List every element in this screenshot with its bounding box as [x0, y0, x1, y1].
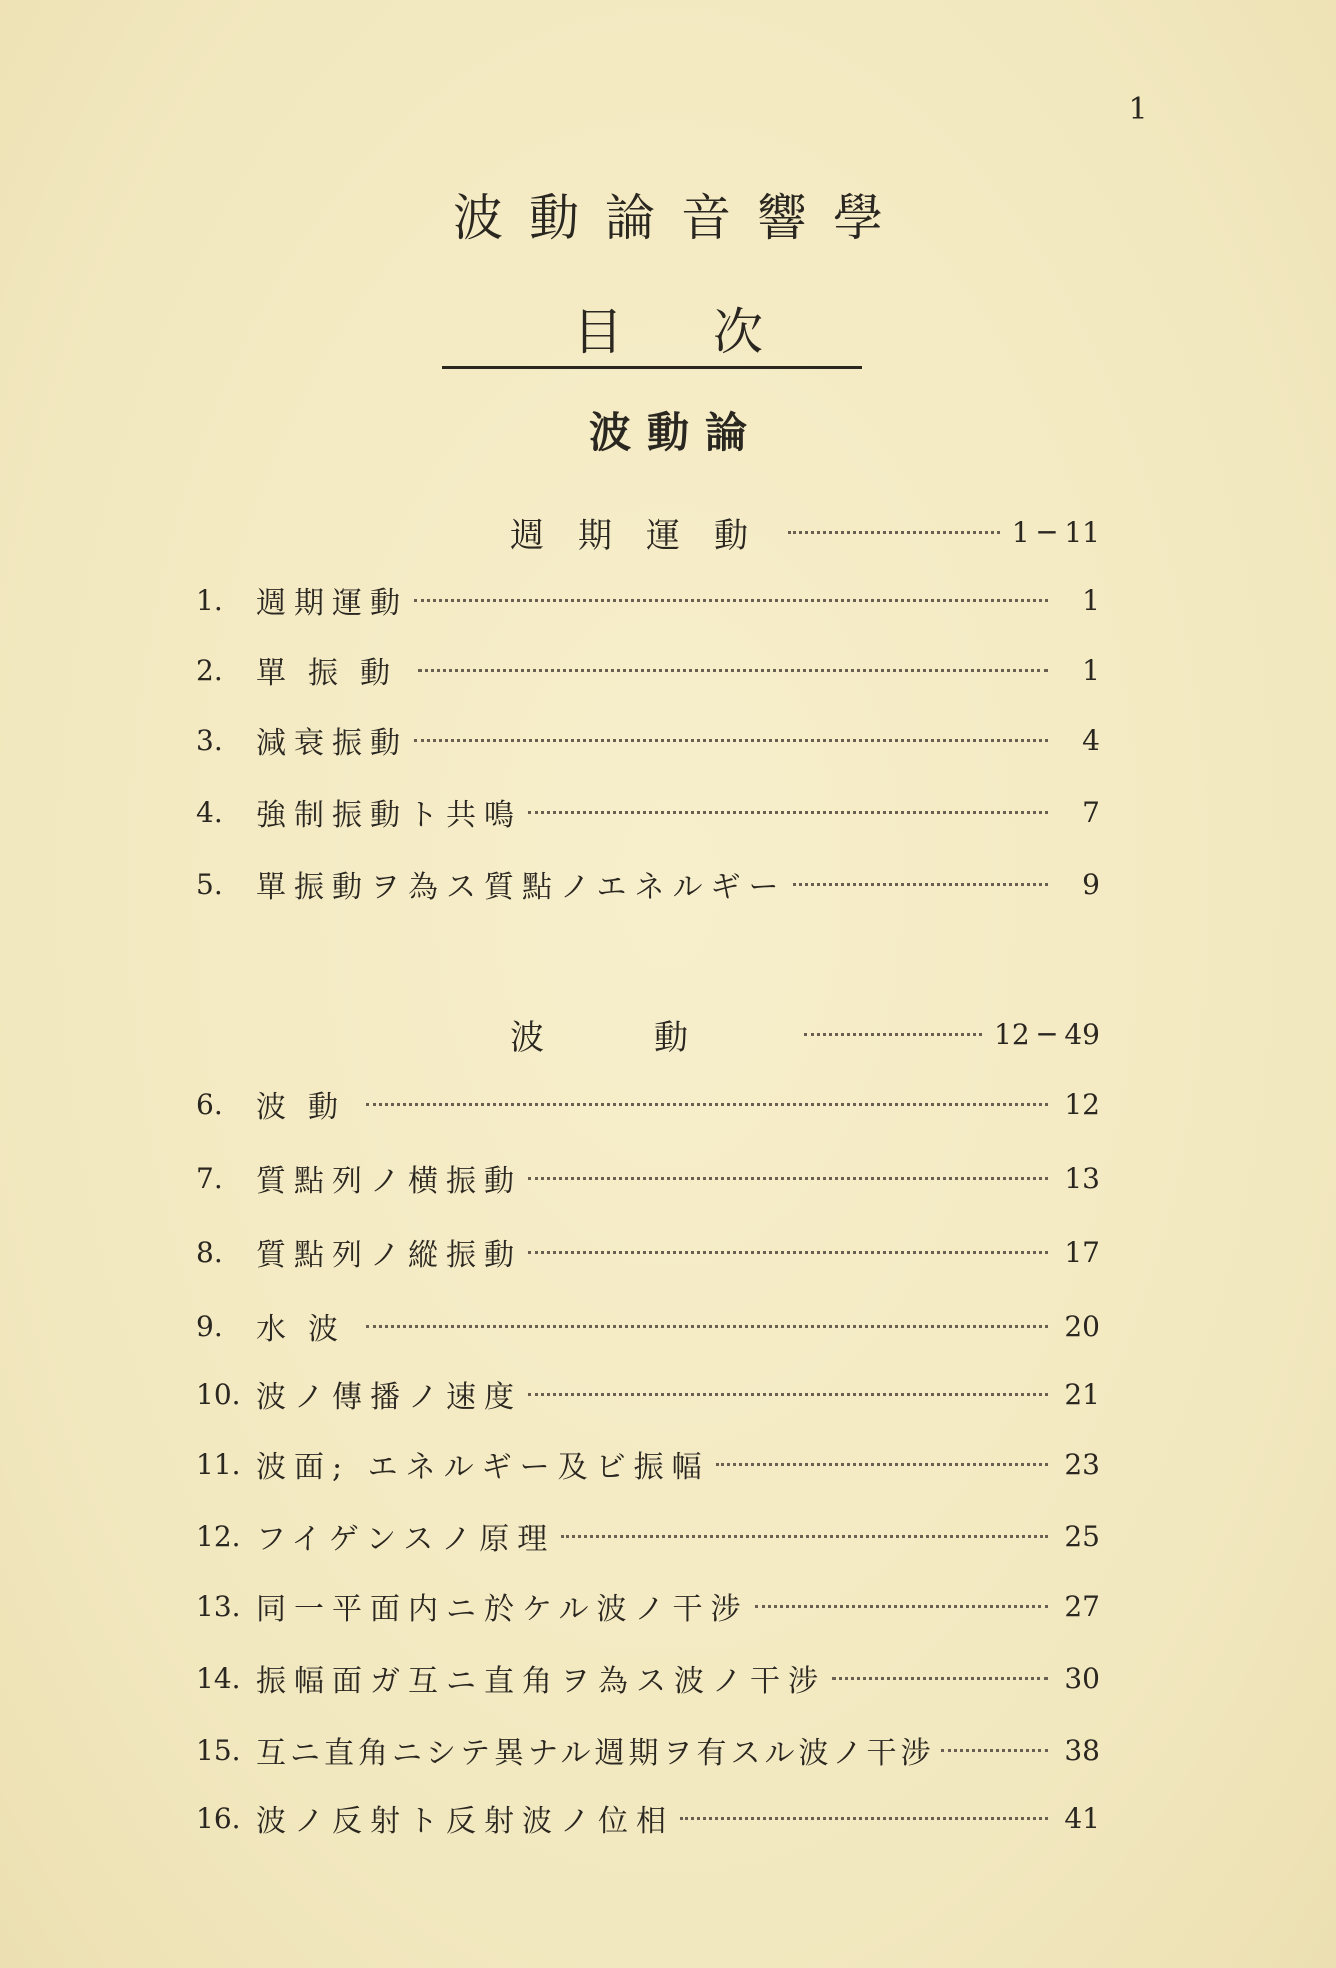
entry-title: 減衰振動 — [256, 726, 408, 761]
entry-page: 23 — [1064, 1447, 1100, 1481]
toc-entry — [196, 648, 1100, 692]
toc-entry — [196, 1656, 1100, 1700]
dot-leader — [832, 1677, 1048, 1680]
entry-page: 41 — [1064, 1801, 1100, 1835]
dot-leader — [414, 739, 1048, 742]
toc-entry — [196, 578, 1100, 622]
entry-title: 質點列ノ縱振動 — [256, 1238, 522, 1273]
entry-number: 7. — [196, 1161, 223, 1195]
entry-title: 單振動 — [256, 656, 412, 691]
toc-entry — [196, 1082, 1100, 1126]
dot-leader — [793, 883, 1049, 886]
toc-entry — [196, 1442, 1100, 1486]
dot-leader — [680, 1817, 1048, 1820]
toc-entry — [196, 1372, 1100, 1416]
chapter-title: 波動 — [510, 1017, 798, 1058]
entry-page: 7 — [1082, 795, 1100, 829]
toc-entry — [196, 1796, 1100, 1840]
entry-page: 13 — [1064, 1161, 1100, 1195]
dot-leader — [804, 1033, 982, 1036]
entry-title: 單振動ヲ為ス質點ノエネルギー — [256, 870, 787, 905]
dot-leader — [755, 1605, 1049, 1608]
dot-leader — [941, 1749, 1049, 1752]
toc-entry — [196, 790, 1100, 834]
toc-entry — [196, 1230, 1100, 1274]
entry-page: 4 — [1082, 723, 1100, 757]
entry-title: 互ニ直角ニシテ異ナル週期ヲ有スル波ノ干涉 — [256, 1736, 935, 1771]
entry-page: 25 — [1064, 1519, 1100, 1553]
entry-number: 9. — [196, 1309, 223, 1343]
part-title: 波動論 — [588, 408, 763, 457]
entry-title: 波面; エネルギー及ビ振幅 — [256, 1450, 710, 1485]
entry-page: 20 — [1064, 1309, 1100, 1343]
entry-title: 同一平面内ニ於ケル波ノ干涉 — [256, 1592, 749, 1627]
dot-leader — [528, 1251, 1048, 1254]
entry-page: 9 — [1082, 867, 1100, 901]
entry-number: 3. — [196, 723, 223, 757]
entry-number: 1. — [196, 583, 223, 617]
entry-page: 38 — [1064, 1733, 1100, 1767]
entry-title: フイゲンスノ原理 — [256, 1522, 556, 1557]
entry-page: 12 — [1064, 1087, 1100, 1121]
toc-entry — [196, 1584, 1100, 1628]
entry-number: 13. — [196, 1589, 241, 1623]
toc-entry — [196, 1514, 1100, 1558]
toc-entry — [196, 1156, 1100, 1200]
entry-number: 6. — [196, 1087, 223, 1121]
entry-number: 12. — [196, 1519, 241, 1553]
toc-entry — [196, 718, 1100, 762]
entry-title: 週期運動 — [256, 586, 408, 621]
title-rule — [442, 366, 862, 369]
dot-leader — [366, 1325, 1048, 1328]
chapter-heading — [510, 1012, 1100, 1056]
chapter-heading — [510, 510, 1100, 554]
entry-number: 8. — [196, 1235, 223, 1269]
chapter-page-range: 12 ─ 49 — [994, 1017, 1100, 1051]
contents-heading: 目次 — [573, 303, 853, 361]
entry-title: 強制振動ト共鳴 — [256, 798, 522, 833]
toc-entry — [196, 1304, 1100, 1348]
chapter-title: 週期運動 — [510, 515, 782, 556]
entry-number: 5. — [196, 867, 223, 901]
entry-page: 1 — [1082, 653, 1100, 687]
entry-number: 15. — [196, 1733, 241, 1767]
dot-leader — [716, 1463, 1048, 1466]
dot-leader — [418, 669, 1048, 672]
entry-page: 21 — [1064, 1377, 1100, 1411]
toc-entry — [196, 862, 1100, 906]
entry-number: 11. — [196, 1447, 241, 1481]
entry-title: 質點列ノ横振動 — [256, 1164, 522, 1199]
dot-leader — [366, 1103, 1048, 1106]
entry-title: 水波 — [256, 1312, 360, 1347]
page-number: 1 — [1128, 92, 1148, 127]
entry-page: 30 — [1064, 1661, 1100, 1695]
entry-title: 波動 — [256, 1090, 360, 1125]
entry-page: 1 — [1082, 583, 1100, 617]
book-title: 波動論音響學 — [453, 189, 909, 247]
chapter-page-range: 1 ─ 11 — [1011, 515, 1100, 549]
entry-title: 波ノ反射ト反射波ノ位相 — [256, 1804, 674, 1839]
entry-number: 14. — [196, 1661, 241, 1695]
entry-title: 振幅面ガ互ニ直角ヲ為ス波ノ干涉 — [256, 1664, 826, 1699]
dot-leader — [414, 599, 1048, 602]
dot-leader — [528, 1177, 1048, 1180]
entry-number: 16. — [196, 1801, 241, 1835]
entry-page: 27 — [1064, 1589, 1100, 1623]
entry-number: 10. — [196, 1377, 241, 1411]
toc-entry — [196, 1728, 1100, 1772]
dot-leader — [788, 531, 1000, 534]
dot-leader — [528, 811, 1048, 814]
entry-page: 17 — [1064, 1235, 1100, 1269]
entry-number: 4. — [196, 795, 223, 829]
dot-leader — [561, 1535, 1048, 1538]
dot-leader — [528, 1393, 1048, 1396]
entry-title: 波ノ傳播ノ速度 — [256, 1380, 522, 1415]
entry-number: 2. — [196, 653, 223, 687]
